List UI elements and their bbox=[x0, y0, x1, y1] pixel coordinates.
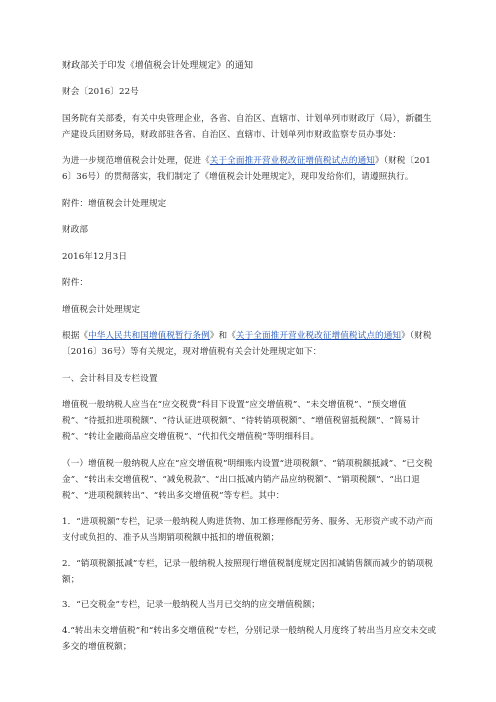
subsection-1-paragraph: （一）增值税一般纳税人应在“应交增值税”明细账内设置“进项税额”、“销项税额抵减”、“已交税金”、“转出未交增值税”、“减免税款”、“出口抵减内销产品应纳税额”、“销项税额”、“出口退税”、“进项税额转出”、“转出多交增值税”等专栏。其中： bbox=[62, 458, 433, 501]
issuer: 财政部 bbox=[62, 225, 89, 235]
attachment-line: 附件：增值税会计处理规定 bbox=[62, 198, 167, 209]
intro-text-after: 》（财税〔2016〕36号）的贯彻落实，我们制定了《增值税会计处理规定》，现印发给你们，请遵照执行。 bbox=[62, 156, 431, 182]
basis-paragraph bbox=[62, 328, 438, 360]
reform-notice-link[interactable]: 关于全面推开营业税改征增值税试点的通知 bbox=[209, 156, 375, 166]
list-item-1: 1．“进项税额”专栏，记录一般纳税人购进货物、加工修理修配劳务、服务、无形资产或不动产而支付或负担的、准予从当期销项税额中抵扣的增值税额； bbox=[62, 517, 433, 543]
reform-notice-link-2[interactable]: 关于全面推开营业税改征增值税试点的通知 bbox=[235, 331, 402, 341]
issue-date: 2016年12月3日 bbox=[62, 251, 128, 262]
document-number: 财会〔2016〕22号 bbox=[62, 87, 139, 97]
list-item-4: 4.“转出未交增值税”和“转出多交增值税”专栏，分别记录一般纳税人月度终了转出当月应交未交或多交的增值税额； bbox=[62, 625, 437, 652]
basis-text-2: 》和《 bbox=[209, 331, 236, 341]
intro-text-before: 为进一步规范增值税会计处理，促进《 bbox=[62, 156, 210, 166]
section-1-heading: 一、会计科目及专栏设置 bbox=[62, 373, 158, 384]
basis-text-1: 根据《 bbox=[62, 331, 89, 341]
list-item-3: 3．“已交税金”专栏，记录一般纳税人当月已交纳的应交增值税额； bbox=[62, 600, 320, 610]
recipients-paragraph: 国务院有关部委，有关中央管理企业，各省、自治区、直辖市、计划单列市财政厅（局），新疆生产建设兵团财务局，财政部驻各省、自治区、直辖市、计划单列市财政监察专员办事处： bbox=[62, 113, 432, 140]
section-1-body: 增值税一般纳税人应当在“应交税费”科目下设置“应交增值税”、“未交增值税”、“预交增值税”、“待抵扣进项税额”、“待认证进项税额”、“待转销项税额”、“增值税留抵税额”、“简易计税”、“转让金融商品应交增值税”、“代扣代交增值税”等明细科目。 bbox=[62, 400, 420, 442]
document-title: 财政部关于印发《增值税会计处理规定》的通知 bbox=[62, 61, 254, 71]
attachment-label: 附件： bbox=[62, 278, 89, 288]
vat-regulation-link[interactable]: 中华人民共和国增值税暂行条例 bbox=[88, 331, 210, 341]
intro-paragraph bbox=[62, 153, 438, 185]
attachment-title: 增值税会计处理规定 bbox=[62, 304, 141, 315]
basis-text-3: 》（财税〔2016〕36号）等有关规定，现对增值税有关会计处理规定如下： bbox=[62, 331, 432, 357]
list-item-2: 2．“销项税额抵减”专栏，记录一般纳税人按照现行增值税制度规定因扣减销售额而减少的销项税额； bbox=[62, 558, 433, 585]
